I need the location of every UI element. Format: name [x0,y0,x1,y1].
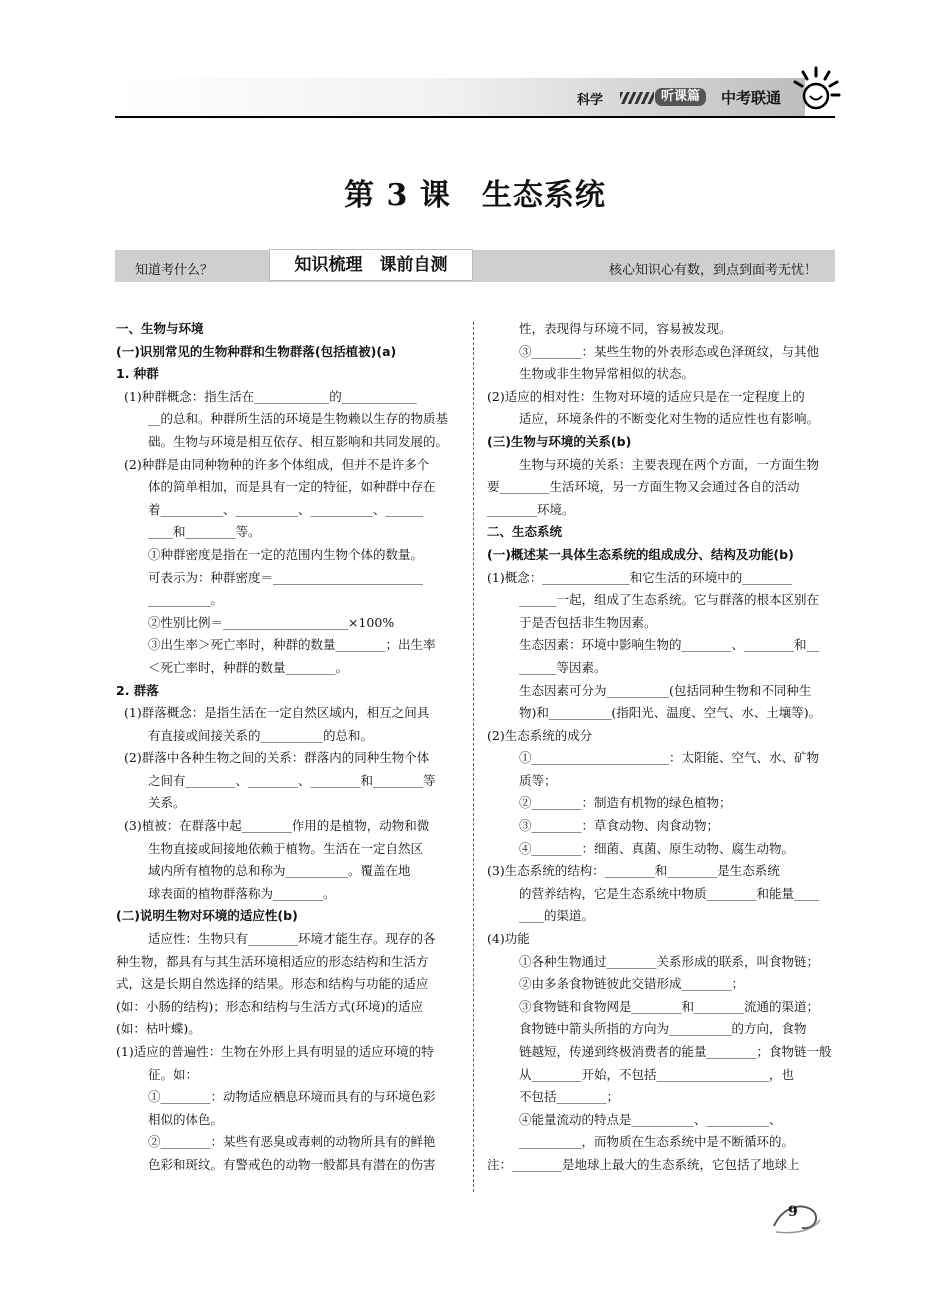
left-text-line: 可表示为：种群密度＝________________________ [148,569,424,585]
page-title: 第 3 课 生态系统 [344,178,606,213]
left-text-line: 1. 种群 [116,366,159,382]
left-text-line: (2)种群是由同种物种的许多个体组成，但并不是许多个 [124,456,430,472]
right-text-line: 从________开始，不包括__________________，也 [519,1066,795,1082]
right-text-line: 物)和__________(指阳光、温度、空气、水、土壤等)。 [519,705,822,721]
banner-right-text: 核心知识心有数，到点到面考无忧！ [608,263,817,278]
sun-logo-icon [791,66,841,116]
right-text-line: ④能量流动的特点是__________、__________、 [519,1111,782,1127]
right-text-line: ③________：草食动物、肉食动物； [519,818,720,834]
right-text-line: 性，表现得与环境不同，容易被发现。 [519,321,732,336]
left-text-line: 有直接或间接关系的__________的总和。 [148,727,374,743]
right-text-line: 要________生活环境，另一方面生物又会通过各自的活动 [487,479,800,495]
right-text-line: ①各种生物通过________关系形成的联系，叫食物链； [519,953,820,969]
right-text-line: 生态因素可分为__________(包括同种生物和不同种生 [519,682,812,698]
left-text-line: (3)植被：在群落中起________作用的是植物，动物和微 [124,818,430,834]
left-text-line: 式，这是长期自然选择的结果。形态和结构与功能的适应 [116,976,429,992]
left-text-line: 一、生物与环境 [116,321,204,336]
left-text-line: (如：小肠的结构)；形态和结构与生活方式(环境)的适应 [116,998,424,1014]
right-text-line: (1)概念：______________和它生活的环境中的________ [487,569,793,585]
left-text-line: ①________：动物适应栖息环境而具有的与环境色彩 [148,1089,436,1105]
left-text-line: 生物直接或间接地依赖于植物。生活在一定自然区 [148,840,424,856]
right-text-line: (三)生物与环境的关系(b) [487,433,632,449]
left-text-line: 色彩和斑纹。有警戒色的动物一般都具有潜在的伤害 [148,1156,436,1172]
left-text-line: __________。 [148,592,224,608]
left-text-line: 征。如： [148,1066,199,1082]
left-text-line: (如：枯叶蝶)。 [116,1021,201,1037]
right-text-line: ②________：制造有机物的绿色植物； [519,795,732,811]
left-text-line: ②性别比例＝____________________×100% [148,614,395,630]
banner-middle-title: 知识梳理 课前自测 [269,249,473,281]
header-lesson-badge: 听课篇 [655,88,706,106]
left-text-line: 着__________、__________、__________、______ [148,501,424,517]
left-text-line: 适应性：生物只有________环境才能生存。现存的各 [148,931,436,947]
left-text-line: 础。生物与环境是相互依存、相互影响和共同发展的。 [148,433,449,449]
right-text-line: ____的渠道。 [519,908,595,924]
right-text-line: ④________：细菌、真菌、原生动物、腐生动物。 [519,840,795,856]
left-text-line: (2)群落中各种生物之间的关系：群落内的同种生物个体 [124,750,430,766]
column-divider [473,322,474,1192]
left-text-line: ②________：某些有恶臭或毒刺的动物所具有的鲜艳 [148,1134,436,1150]
right-text-line: 生态因素：环境中影响生物的________、________和__ [519,637,820,653]
left-text-line: 体的简单相加，而是具有一定的特征，如种群中存在 [148,479,436,495]
right-text-line: ①______________________：太阳能、空气、水、矿物 [519,750,820,766]
left-text-line: (二)说明生物对环境的适应性(b) [116,908,298,924]
banner-left-text: 知道考什么？ [135,263,214,278]
left-text-line: (1)群落概念：是指生活在一定自然区域内，相互之间具 [124,705,430,721]
right-text-line: __________，而物质在生态系统中是不断循环的。 [519,1134,795,1150]
right-text-line: 食物链中箭头所指的方向为__________的方向，食物 [519,1021,807,1037]
right-text-line: ______一起，组成了生态系统。它与群落的根本区别在 [519,592,820,608]
left-text-line: 2. 群落 [116,682,159,698]
right-text-line: 生物与环境的关系：主要表现在两个方面，一方面生物 [519,456,820,472]
right-text-line: 注：________是地球上最大的生态系统，它包括了地球上 [487,1156,800,1172]
left-text-line: 域内所有植物的总和称为__________。覆盖在地 [148,863,411,879]
left-text-line: 球表面的植物群落称为________。 [148,885,336,901]
right-text-line: 链越短，传递到终极消费者的能量________；食物链一般 [519,1044,832,1059]
left-column [116,318,466,1177]
page-header [115,78,835,118]
page-number-badge [772,1196,822,1236]
right-text-line: 二、生态系统 [487,524,563,540]
right-text-line: 于是否包括非生物因素。 [519,614,657,630]
left-text-line: 之间有________、________、________和________等 [148,772,436,788]
right-text-line: (3)生态系统的结构：________和________是生态系统 [487,863,780,879]
left-text-line: 关系。 [148,795,186,811]
right-text-line: ②由多条食物链彼此交错形成________； [519,976,745,992]
right-text-line: ________环境。 [487,501,575,517]
header-series-title: 中考联通 [721,89,782,107]
section-banner [115,250,835,282]
left-text-line: 相似的体色。 [148,1111,224,1127]
right-text-line: (4)功能 [487,931,530,947]
left-text-line: (1)种群概念：指生活在____________的____________ [124,388,417,404]
left-text-line: (1)适应的普遍性：生物在外形上具有明显的适应环境的特 [116,1044,434,1059]
header-subject: 科学 [577,93,604,108]
left-text-line: ①种群密度是指在一定的范围内生物个体的数量。 [148,546,424,562]
page-number: 9 [788,1204,798,1220]
right-text-line: 不包括________； [519,1089,620,1105]
left-text-line: __的总和。种群所生活的环境是生物赖以生存的物质基 [148,411,449,427]
left-text-line: ＜死亡率时，种群的数量________。 [148,659,349,675]
left-text-line: (一)识别常见的生物种群和生物群落(包括植被)(a) [116,343,397,359]
right-text-line: 质等； [519,772,557,788]
left-text-line: 种生物，都具有与其生活环境相适应的形态结构和生活方 [116,953,429,969]
right-text-line: ______等因素。 [519,659,607,675]
right-text-line: ③食物链和食物网是________和________流通的渠道； [519,998,820,1014]
header-rule [115,116,835,118]
right-text-line: 生物或非生物异常相似的状态。 [519,366,695,382]
right-column [487,318,837,1177]
right-text-line: 的营养结构，它是生态系统中物质________和能量____ [519,885,820,901]
right-text-line: ③________：某些生物的外表形态或色泽斑纹，与其他 [519,343,820,359]
right-text-line: (2)生态系统的成分 [487,727,593,743]
header-slash-decoration [620,92,654,104]
left-text-line: ____和________等。 [148,524,261,540]
right-text-line: (2)适应的相对性：生物对环境的适应只是在一定程度上的 [487,388,805,404]
left-text-line: ③出生率＞死亡率时，种群的数量________；出生率 [148,637,436,653]
right-text-line: 适应，环境条件的不断变化对生物的适应性也有影响。 [519,411,820,427]
right-text-line: (一)概述某一具体生态系统的组成成分、结构及功能(b) [487,546,794,562]
